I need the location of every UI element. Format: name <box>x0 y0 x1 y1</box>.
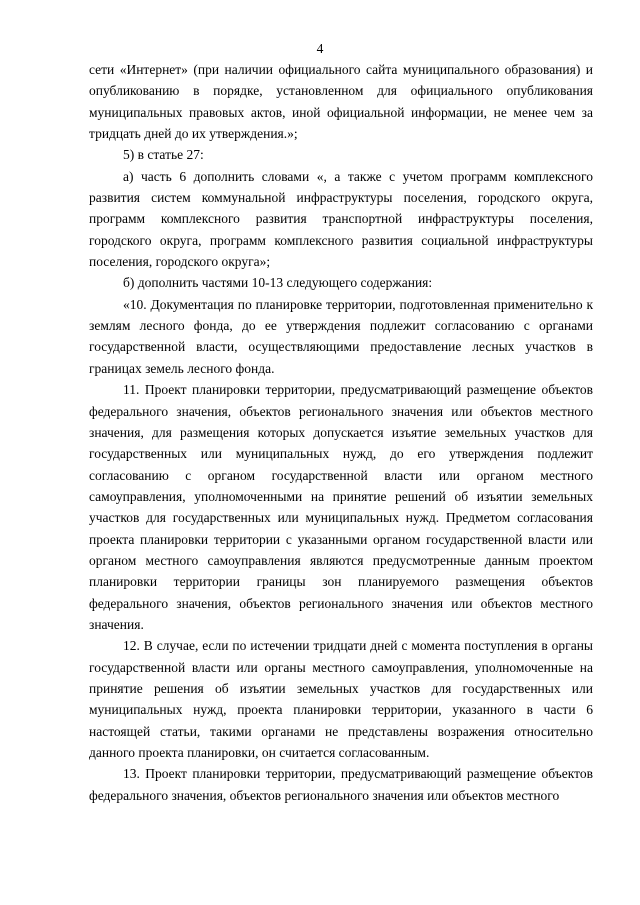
paragraph-subitem-b: б) дополнить частями 10-13 следующего содержания: <box>123 275 433 291</box>
paragraph-part-10: «10. Документация по планировке территории, подготовленная применительно к землям лесного фонда, до ее утверждения подлежит согласованию с органами государственной власти, осуществляющими предоставление лесных участков в границах земель лесного фонда. <box>89 296 593 376</box>
paragraph-part-11: 11. Проект планировки территории, предусматривающий размещение объектов федерального значения, объектов регионального значения или объектов местного значения, для размещения которых допускается изъятие земельных участков для государственных или муниципальных нужд, до его утверждения подлежит согласованию с органом государственной власти или органом местного самоуправления, уполномоченными на принятие решений об изъятии земельных участков для государственных или муниципальных нужд. Предметом согласования проекта планировки территории с указанными органом государственной власти или органом местного самоуправления являются предусмотренные данным проектом планировки территории границы зон планируемого размещения объектов федерального значения, объектов регионального значения или объектов местного значения. <box>89 382 593 632</box>
document-body <box>89 59 593 806</box>
page-number: 4 <box>316 41 324 56</box>
paragraph-subitem-a: а) часть 6 дополнить словами «, а также с учетом программ комплексного развития систем коммунальной инфраструктуры поселения, городского округа, программ комплексного развития транспортной инфраструктуры поселения, городского округа, программ комплексного развития социальной инфраструктуры поселения, городского округа»; <box>89 168 593 270</box>
paragraph-continuation-internet: сети «Интернет» (при наличии официального сайта муниципального образования) и опубликованию в порядке, установленном для официального опубликования муниципальных правовых актов, иной официальной информации, не менее чем за тридцать дней до их утверждения.»; <box>89 62 593 142</box>
paragraph-part-13: 13. Проект планировки территории, предусматривающий размещение объектов федерального значения, объектов регионального значения или объектов местного <box>89 766 593 803</box>
paragraph-item-5-article-27: 5) в статье 27: <box>123 147 204 163</box>
paragraph-part-12: 12. В случае, если по истечении тридцати дней с момента поступления в органы государственной власти или органы местного самоуправления, уполномоченные на принятие решения об изъятии земельных участков для государственных или муниципальных нужд, проекта планировки территории, указанного в части 6 настоящей статьи, такими органами не представлены возражения относительно данного проекта планировки, он считается согласованным. <box>89 638 593 760</box>
